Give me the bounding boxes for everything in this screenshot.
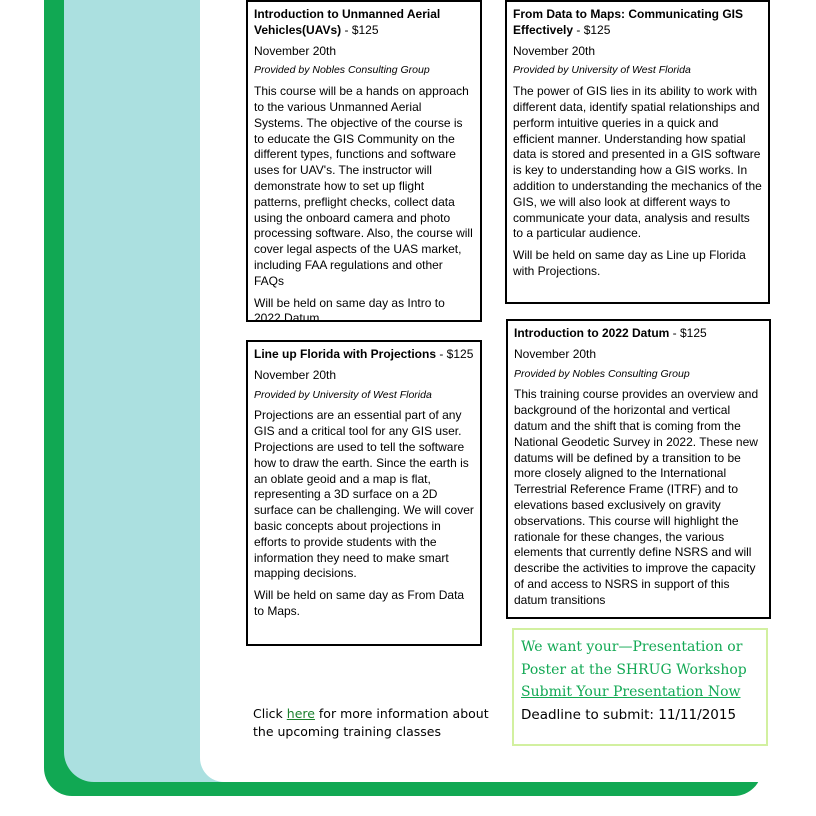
course-title: From Data to Maps: Communicating GIS Effectively	[513, 7, 744, 37]
course-title: Introduction to 2022 Datum	[514, 326, 670, 340]
course-provider: Provided by University of West Florida	[513, 64, 691, 77]
course-date: November 20th	[513, 43, 596, 58]
click-info-before: Click	[253, 706, 287, 721]
promo-line-1: We want your—Presentation or	[521, 639, 743, 655]
course-card-2022-datum	[506, 319, 771, 619]
course-description: The power of GIS lies in its ability to work with different data, identify spatial relationships and perform intuitive queries in a quick and efficient manner. Understanding how spatial data is stored and presented in a GIS software is key to understanding how a GIS works. In addition to understanding the mechanics of the GIS, we will also look at different ways to communicate your data, analysis and results to a particular audience.	[513, 84, 762, 241]
course-provider: Provided by Nobles Consulting Group	[514, 367, 690, 380]
course-date: November 20th	[514, 346, 597, 361]
course-date: November 20th	[254, 367, 337, 382]
training-info-text	[253, 705, 493, 741]
course-card-projections	[246, 340, 482, 646]
course-description: This course will be a hands on approach to the various Unmanned Aerial Systems. The objective of the course is to educate the GIS Community on the different types, functions and software uses for UAV's. The instructor will demonstrate how to set up flight patterns, preflight checks, collect data using the onboard camera and photo processing software. Also, the course will cover legal aspects of the UAS market, including FAA regulations and other FAQs	[254, 84, 473, 288]
course-description: Projections are an essential part of any GIS and a critical tool for any GIS user. Projections are used to tell the software how to draw the earth. Since the earth is an oblate geoid and a map is flat, representing a 3D surface on a 2D surface can be challenging. We will cover basic concepts about projections in efforts to provide students with the information they need to make smart mapping decisions.	[254, 408, 474, 581]
click-info-after: for more information about the upcoming training classes	[253, 706, 489, 739]
course-note: Will be held on same day as From Data to Maps.	[254, 588, 465, 618]
submission-deadline: Deadline to submit: 11/11/2015	[521, 706, 737, 723]
course-card-uav	[246, 0, 482, 326]
course-price: - $125	[573, 22, 611, 37]
course-provider: Provided by Nobles Consulting Group	[254, 64, 430, 77]
here-link[interactable]: here	[286, 706, 315, 721]
course-price: - $125	[436, 347, 474, 361]
course-note: Will be held on same day as Intro to 2022 Datum.	[254, 295, 445, 326]
course-price: - $125	[669, 326, 707, 340]
course-note: Will be held on same day as Line up Florida with Projections.	[513, 248, 746, 278]
course-title: Line up Florida with Projections	[254, 347, 437, 361]
course-description: This training course provides an overview and background of the horizontal and vertical datum and the shift that is coming from the National Geodetic Survey in 2022. These new datums will be defined by a transition to be more closely aligned to the International Terrestrial Reference Frame (ITRF) and to elevations based exclusively on gravity observations. This course will highlight the rationale for these changes, the various elements that currently define NSRS and will describe the activities to improve the capacity of and access to NSRS in support of this datum transitions	[514, 387, 759, 607]
course-date: November 20th	[254, 43, 337, 58]
presentation-promo-box	[512, 628, 768, 746]
course-card-data-to-maps	[505, 0, 770, 304]
course-price: - $125	[341, 22, 379, 37]
submit-presentation-link[interactable]: Submit Your Presentation Now	[521, 684, 741, 700]
course-title: Introduction to Unmanned Aerial Vehicles(UAVs)	[254, 7, 441, 37]
promo-line-2: Poster at the SHRUG Workshop	[521, 661, 747, 678]
course-provider: Provided by University of West Florida	[254, 388, 432, 401]
